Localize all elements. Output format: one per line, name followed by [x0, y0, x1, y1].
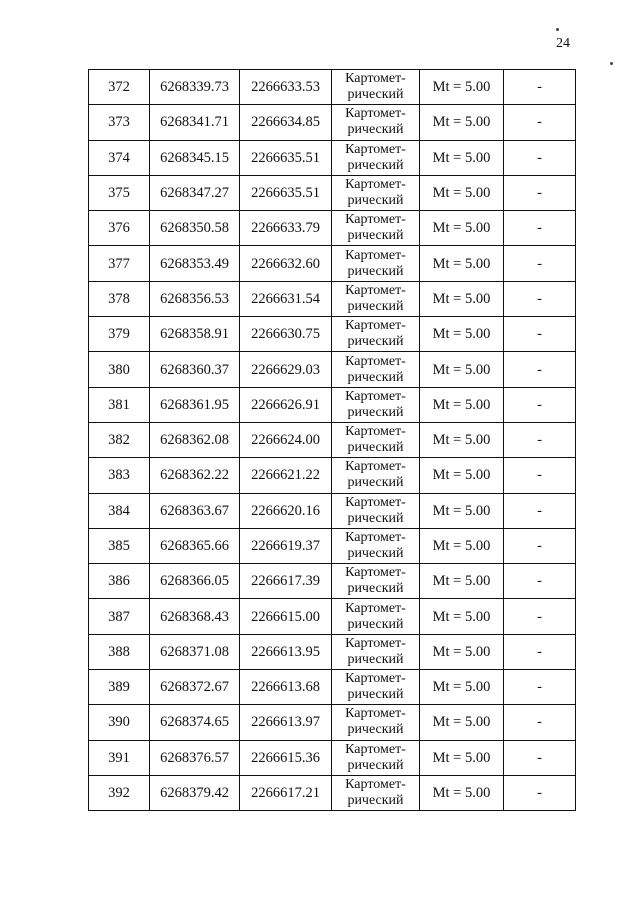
method-line-1: Картомет-	[345, 247, 406, 263]
y-coordinate-cell: 2266613.97	[240, 705, 332, 740]
x-coordinate-cell: 6268366.05	[150, 564, 240, 599]
note-cell: -	[504, 670, 576, 705]
x-coordinate-cell: 6268350.58	[150, 211, 240, 246]
method-cell	[332, 493, 420, 528]
point-number-cell: 379	[89, 317, 150, 352]
accuracy-cell: Mt = 5.00	[420, 211, 504, 246]
accuracy-cell: Mt = 5.00	[420, 564, 504, 599]
method-cell	[332, 140, 420, 175]
method-line-2: рический	[347, 369, 404, 385]
accuracy-cell: Mt = 5.00	[420, 458, 504, 493]
method-line-1: Картомет-	[345, 494, 406, 510]
note-cell: -	[504, 564, 576, 599]
accuracy-cell: Mt = 5.00	[420, 740, 504, 775]
point-number-cell: 378	[89, 281, 150, 316]
y-coordinate-cell: 2266617.39	[240, 564, 332, 599]
accuracy-cell: Mt = 5.00	[420, 422, 504, 457]
method-cell	[332, 175, 420, 210]
method-line-2: рический	[347, 581, 404, 597]
method-line-1: Картомет-	[345, 459, 406, 475]
table-row	[89, 458, 576, 493]
table-row	[89, 246, 576, 281]
note-cell: -	[504, 281, 576, 316]
point-number-cell: 372	[89, 70, 150, 105]
point-number-cell: 385	[89, 528, 150, 563]
accuracy-cell: Mt = 5.00	[420, 140, 504, 175]
table-row	[89, 211, 576, 246]
method-line-2: рический	[347, 298, 404, 314]
accuracy-cell: Mt = 5.00	[420, 775, 504, 810]
table-row	[89, 528, 576, 563]
method-line-2: рический	[347, 440, 404, 456]
note-cell: -	[504, 352, 576, 387]
method-cell	[332, 775, 420, 810]
method-cell	[332, 599, 420, 634]
table-row	[89, 634, 576, 669]
note-cell: -	[504, 775, 576, 810]
method-line-2: рический	[347, 334, 404, 350]
accuracy-cell: Mt = 5.00	[420, 246, 504, 281]
note-cell: -	[504, 705, 576, 740]
method-line-1: Картомет-	[345, 282, 406, 298]
method-line-2: рический	[347, 193, 404, 209]
method-cell	[332, 70, 420, 105]
table-row	[89, 175, 576, 210]
method-line-1: Картомет-	[345, 706, 406, 722]
point-number-cell: 389	[89, 670, 150, 705]
method-line-1: Картомет-	[345, 530, 406, 545]
method-cell	[332, 458, 420, 493]
x-coordinate-cell: 6268361.95	[150, 387, 240, 422]
method-cell	[332, 317, 420, 352]
method-line-1: Картомет-	[345, 177, 406, 193]
note-cell: -	[504, 740, 576, 775]
table-row	[89, 352, 576, 387]
x-coordinate-cell: 6268362.08	[150, 422, 240, 457]
point-number-cell: 384	[89, 493, 150, 528]
method-line-1: Картомет-	[345, 71, 406, 87]
method-line-2: рический	[347, 122, 404, 138]
method-line-1: Картомет-	[345, 565, 406, 581]
accuracy-cell: Mt = 5.00	[420, 634, 504, 669]
x-coordinate-cell: 6268376.57	[150, 740, 240, 775]
method-cell	[332, 634, 420, 669]
method-line-2: рический	[347, 722, 404, 738]
point-number-cell: 374	[89, 140, 150, 175]
x-coordinate-cell: 6268360.37	[150, 352, 240, 387]
method-line-1: Картомет-	[345, 106, 406, 122]
accuracy-cell: Mt = 5.00	[420, 317, 504, 352]
note-cell: -	[504, 105, 576, 140]
method-line-2: рический	[347, 651, 404, 667]
x-coordinate-cell: 6268365.66	[150, 528, 240, 563]
y-coordinate-cell: 2266633.53	[240, 70, 332, 105]
accuracy-cell: Mt = 5.00	[420, 493, 504, 528]
coordinates-table-body	[89, 70, 576, 811]
method-line-1: Картомет-	[345, 141, 406, 157]
method-cell	[332, 528, 420, 563]
point-number-cell: 377	[89, 246, 150, 281]
method-cell	[332, 740, 420, 775]
point-number-cell: 375	[89, 175, 150, 210]
table-row	[89, 105, 576, 140]
method-line-2: рический	[347, 510, 404, 526]
x-coordinate-cell: 6268345.15	[150, 140, 240, 175]
y-coordinate-cell: 2266624.00	[240, 422, 332, 457]
method-line-1: Картомет-	[345, 777, 406, 793]
note-cell: -	[504, 211, 576, 246]
point-number-cell: 380	[89, 352, 150, 387]
accuracy-cell: Mt = 5.00	[420, 528, 504, 563]
point-number-cell: 392	[89, 775, 150, 810]
method-cell	[332, 670, 420, 705]
point-number-cell: 388	[89, 634, 150, 669]
method-line-2: рический	[347, 404, 404, 420]
point-number-cell: 382	[89, 422, 150, 457]
method-line-2: рический	[347, 157, 404, 173]
method-line-1: Картомет-	[345, 212, 406, 228]
table-row	[89, 317, 576, 352]
method-line-2: рический	[347, 546, 404, 561]
x-coordinate-cell: 6268341.71	[150, 105, 240, 140]
method-line-2: рический	[347, 793, 404, 809]
y-coordinate-cell: 2266613.68	[240, 670, 332, 705]
x-coordinate-cell: 6268353.49	[150, 246, 240, 281]
method-line-1: Картомет-	[345, 635, 406, 651]
y-coordinate-cell: 2266630.75	[240, 317, 332, 352]
y-coordinate-cell: 2266632.60	[240, 246, 332, 281]
method-line-2: рический	[347, 228, 404, 244]
x-coordinate-cell: 6268362.22	[150, 458, 240, 493]
method-line-2: рический	[347, 87, 404, 103]
method-cell	[332, 387, 420, 422]
point-number-cell: 376	[89, 211, 150, 246]
y-coordinate-cell: 2266626.91	[240, 387, 332, 422]
point-number-cell: 373	[89, 105, 150, 140]
note-cell: -	[504, 387, 576, 422]
note-cell: -	[504, 70, 576, 105]
x-coordinate-cell: 6268372.67	[150, 670, 240, 705]
method-line-1: Картомет-	[345, 424, 406, 440]
x-coordinate-cell: 6268347.27	[150, 175, 240, 210]
table-row	[89, 70, 576, 105]
x-coordinate-cell: 6268371.08	[150, 634, 240, 669]
point-number-cell: 391	[89, 740, 150, 775]
point-number-cell: 387	[89, 599, 150, 634]
y-coordinate-cell: 2266615.00	[240, 599, 332, 634]
method-cell	[332, 422, 420, 457]
y-coordinate-cell: 2266635.51	[240, 140, 332, 175]
x-coordinate-cell: 6268358.91	[150, 317, 240, 352]
note-cell: -	[504, 317, 576, 352]
method-line-1: Картомет-	[345, 741, 406, 757]
note-cell: -	[504, 634, 576, 669]
method-line-2: рический	[347, 757, 404, 773]
y-coordinate-cell: 2266629.03	[240, 352, 332, 387]
point-number-cell: 390	[89, 705, 150, 740]
accuracy-cell: Mt = 5.00	[420, 599, 504, 634]
table-row	[89, 670, 576, 705]
note-cell: -	[504, 422, 576, 457]
coordinates-table	[88, 69, 576, 811]
method-cell	[332, 564, 420, 599]
table-row	[89, 387, 576, 422]
page-number: 24	[556, 36, 570, 51]
table-row	[89, 564, 576, 599]
table-row	[89, 493, 576, 528]
y-coordinate-cell: 2266634.85	[240, 105, 332, 140]
note-cell: -	[504, 246, 576, 281]
method-line-2: рический	[347, 263, 404, 279]
accuracy-cell: Mt = 5.00	[420, 705, 504, 740]
point-number-cell: 381	[89, 387, 150, 422]
y-coordinate-cell: 2266621.22	[240, 458, 332, 493]
method-line-2: рический	[347, 616, 404, 632]
accuracy-cell: Mt = 5.00	[420, 387, 504, 422]
method-cell	[332, 705, 420, 740]
method-line-1: Картомет-	[345, 353, 406, 369]
y-coordinate-cell: 2266613.95	[240, 634, 332, 669]
method-cell	[332, 246, 420, 281]
method-line-2: рический	[347, 475, 404, 491]
note-cell: -	[504, 458, 576, 493]
accuracy-cell: Mt = 5.00	[420, 670, 504, 705]
table-row	[89, 422, 576, 457]
x-coordinate-cell: 6268363.67	[150, 493, 240, 528]
note-cell: -	[504, 599, 576, 634]
method-cell	[332, 105, 420, 140]
table-row	[89, 740, 576, 775]
point-number-cell: 386	[89, 564, 150, 599]
method-line-2: рический	[347, 687, 404, 703]
y-coordinate-cell: 2266631.54	[240, 281, 332, 316]
accuracy-cell: Mt = 5.00	[420, 281, 504, 316]
method-line-1: Картомет-	[345, 318, 406, 334]
x-coordinate-cell: 6268374.65	[150, 705, 240, 740]
table-row	[89, 775, 576, 810]
accuracy-cell: Mt = 5.00	[420, 352, 504, 387]
method-line-1: Картомет-	[345, 671, 406, 687]
method-cell	[332, 211, 420, 246]
x-coordinate-cell: 6268339.73	[150, 70, 240, 105]
method-cell	[332, 281, 420, 316]
method-line-1: Картомет-	[345, 600, 406, 616]
x-coordinate-cell: 6268356.53	[150, 281, 240, 316]
accuracy-cell: Mt = 5.00	[420, 175, 504, 210]
accuracy-cell: Mt = 5.00	[420, 70, 504, 105]
method-line-1: Картомет-	[345, 388, 406, 404]
table-row	[89, 281, 576, 316]
y-coordinate-cell: 2266615.36	[240, 740, 332, 775]
accuracy-cell: Mt = 5.00	[420, 105, 504, 140]
table-row	[89, 705, 576, 740]
x-coordinate-cell: 6268368.43	[150, 599, 240, 634]
y-coordinate-cell: 2266619.37	[240, 528, 332, 563]
method-cell	[332, 352, 420, 387]
y-coordinate-cell: 2266617.21	[240, 775, 332, 810]
note-cell: -	[504, 140, 576, 175]
scan-mark	[556, 28, 559, 31]
point-number-cell: 383	[89, 458, 150, 493]
y-coordinate-cell: 2266633.79	[240, 211, 332, 246]
note-cell: -	[504, 528, 576, 563]
table-row	[89, 140, 576, 175]
table-row	[89, 599, 576, 634]
note-cell: -	[504, 493, 576, 528]
scan-mark	[610, 62, 613, 65]
y-coordinate-cell: 2266635.51	[240, 175, 332, 210]
y-coordinate-cell: 2266620.16	[240, 493, 332, 528]
note-cell: -	[504, 175, 576, 210]
x-coordinate-cell: 6268379.42	[150, 775, 240, 810]
